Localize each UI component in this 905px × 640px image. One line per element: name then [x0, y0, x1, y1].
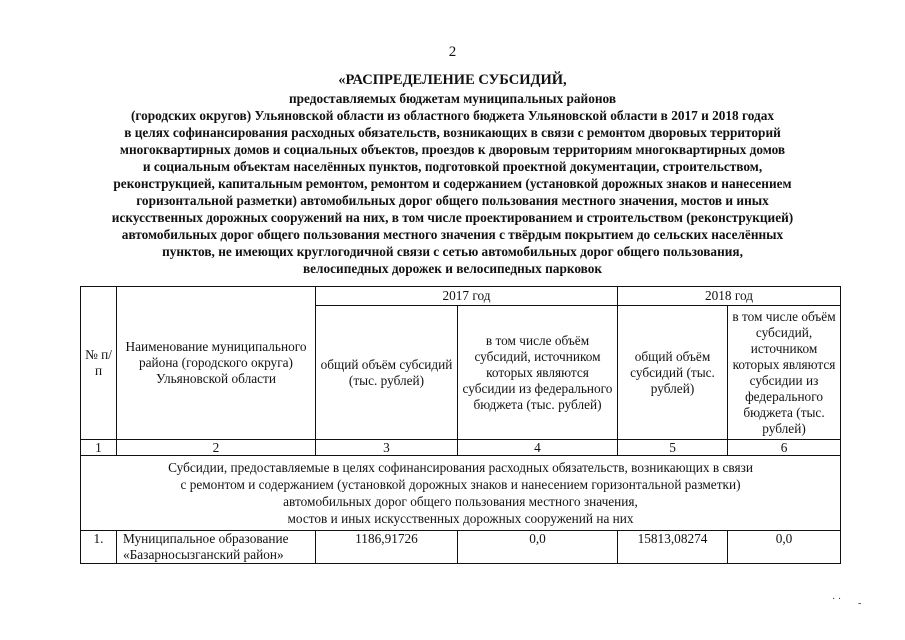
column-number-row [81, 440, 841, 456]
title-line: искусственных дорожных сооружений на них, в том числе проектированием и строительством (реконструкцией) [111, 210, 794, 225]
column-number: 1 [81, 440, 117, 456]
row-total-2017: 1186,91726 [316, 531, 458, 564]
page-number: 2 [448, 44, 457, 60]
header-total-2017: общий объём субсидий (тыс. рублей) [316, 306, 458, 440]
title-line: (городских округов) Ульяновской области из областного бюджета Ульяновской области в 2017 и 2018 годах [130, 108, 775, 123]
table-row [81, 531, 841, 564]
header-municipality-name: Наименование муниципального района (городского округа) Ульяновской области [117, 287, 316, 440]
title-line: пунктов, не имеющих круглогодичной связи с сетью автомобильных дорог общего пользования, [162, 244, 743, 259]
column-number: 5 [618, 440, 728, 456]
title-line: велосипедных дорожек и велосипедных парковок [302, 261, 603, 276]
column-number: 2 [117, 440, 316, 456]
title-line: автомобильных дорог общего пользования местного значения с твёрдым покрытием до сельских населённых [121, 227, 784, 242]
title-line: реконструкцией, капитальным ремонтом, ремонтом и содержанием (установкой дорожных знаков и нанесением [113, 176, 792, 191]
title-line: предоставляемых бюджетам муниципальных районов [288, 91, 617, 106]
section-title-line: Субсидии, предоставляемые в целях софинансирования расходных обязательств, возникающих в связи [168, 460, 753, 475]
subsidy-distribution-table [80, 286, 841, 564]
row-total-2018: 15813,08274 [618, 531, 728, 564]
scan-artifact-mark: - [858, 598, 862, 609]
section-title-line: мостов и иных искусственных дорожных сооружений на них [287, 511, 634, 526]
section-title-line: с ремонтом и содержанием (установкой дорожных знаков и нанесением горизонтальной разметки) [180, 477, 741, 492]
row-federal-2018: 0,0 [728, 531, 841, 564]
title-main: «РАСПРЕДЕЛЕНИЕ СУБСИДИЙ, [338, 72, 567, 88]
section-title-line: автомобильных дорог общего пользования местного значения, [283, 494, 638, 509]
row-municipality-name: Муниципальное образование «Базарносызганский район» [117, 531, 316, 564]
title-line: многоквартирных домов и социальных объектов, проездов к дворовым территориям многоквартирных домов [119, 142, 786, 157]
header-year-2017: 2017 год [316, 287, 618, 306]
header-federal-2018: в том числе объём субсидий, источником которых являются субсидии из федерального бюджета (тыс. рублей) [728, 306, 841, 440]
header-total-2018: общий объём субсидий (тыс. рублей) [618, 306, 728, 440]
section-row [81, 456, 841, 531]
section-title [81, 456, 841, 531]
column-number: 4 [458, 440, 618, 456]
column-number: 6 [728, 440, 841, 456]
scan-artifact-mark: · · [832, 594, 842, 605]
header-year-2018: 2018 год [618, 287, 841, 306]
header-federal-2017: в том числе объём субсидий, источником которых являются субсидии из федерального бюджета (тыс. рублей) [458, 306, 618, 440]
title-line: в целях софинансирования расходных обязательств, возникающих в связи с ремонтом дворовых территорий [124, 125, 781, 140]
header-num: № п/п [81, 287, 117, 440]
title-line: и социальным объектам населённых пунктов, подготовкой проектной документации, строительством, [142, 159, 763, 174]
row-federal-2017: 0,0 [458, 531, 618, 564]
title-line: горизонтальной разметки) автомобильных дорог общего пользования местного значения, мостов и иных [136, 193, 769, 208]
document-title [60, 70, 845, 277]
row-index: 1. [81, 531, 117, 564]
column-number: 3 [316, 440, 458, 456]
